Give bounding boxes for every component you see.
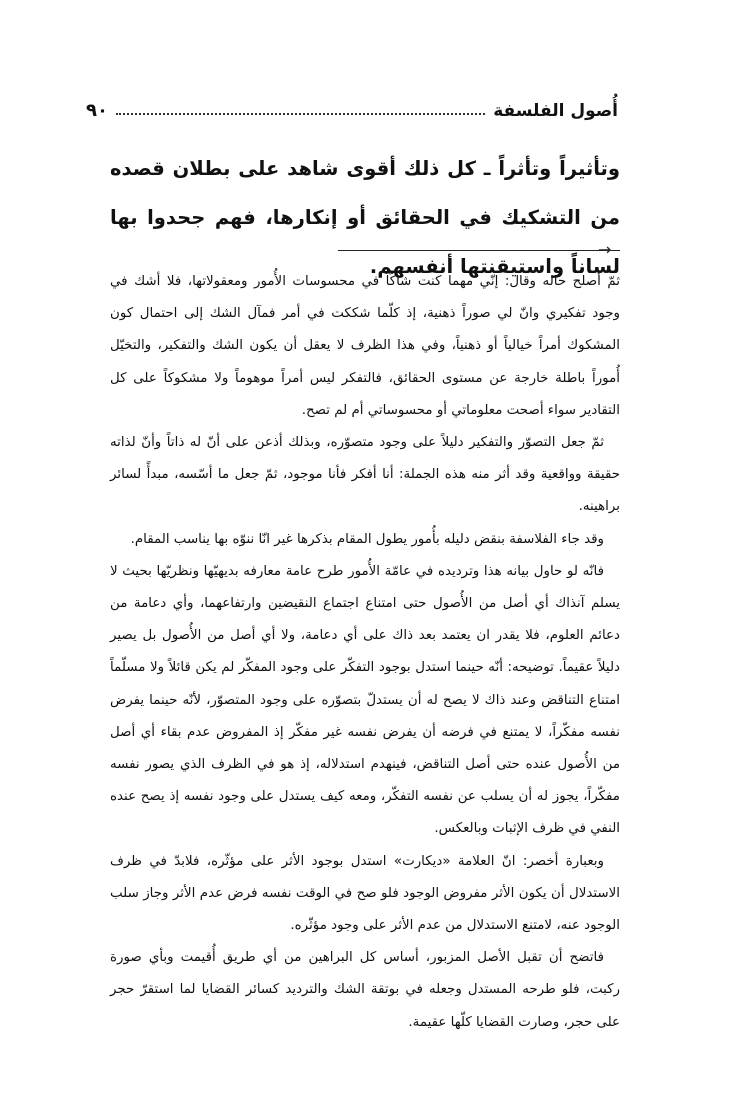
- footnote-paragraph: فاتضح أن تقبل الأصل المزبور، أساس كل البراهين من أي طريق أُقيمت وبأي صورة ركبت، فلو طرحه المستدل وجعله في بوتقة الشك والترديد كسائر القضايا لما استقرّ حجر على حجر، وصارت القضايا كلّها عقيمة.: [110, 950, 620, 1030]
- footnote-separator: [110, 240, 620, 264]
- leader-dots: [116, 113, 485, 115]
- footnote-block: [110, 266, 620, 1039]
- main-paragraph: وتأثيراً وتأثراً ـ كل ذلك أقوى شاهد على بطلان قصده من التشكيك في الحقائق أو إنكارها، فهم جحدوا بها لساناً واستيقنتها أنفسهم.: [110, 157, 620, 278]
- running-header: [86, 95, 618, 121]
- running-title: أُصول الفلسفة: [493, 101, 618, 121]
- page-number: ٩٠: [86, 100, 108, 121]
- footnote-paragraph: وقد جاء الفلاسفة بنقض دليله بأُمور يطول المقام بذكرها غير انّا ننوّه بها يناسب المقام.: [130, 531, 604, 547]
- footnote-paragraph: ثمّ جعل التصوّر والتفكير دليلاً على وجود متصوّره، وبذلك أذعن على أنّ له ذاتاً وأنّ لذاته حقيقة وواقعية وقد أثر منه هذه الجملة: أنا أفكر فأنا موجود، ثمّ جعل ما أسّسه، مبدأً لسائر براهينه.: [110, 435, 620, 515]
- footnote-paragraph: وبعبارة أخصر: انّ العلامة «ديكارت» استدل بوجود الأثر على مؤثّره، فلابدّ في ظرف الاستدلال أن يكون الأثر مفروض الوجود فلو صح في الوقت نفسه فرض عدم الأثر وجاز سلب الوجود عنه، لامتنع الاستدلال من عدم الأثر على وجود مؤثّره.: [110, 853, 620, 934]
- footnote-paragraph: ثمّ أصلح حاله وقال: إنّي مهما كنت شاكّاً في محسوسات الأُمور ومعقولاتها، فلا أشك في وجود تفكيري وانّ لي صوراً ذهنية، إذ كلّما شككت في أمر فمآل الشك إلى احتمال كون المشكوك أمراً خيالياً أو ذهنياً، وفي هذا الظرف لا يعقل أن يكون الشك والتفكير، والتخيّل أُموراً باطلة خارجة عن مستوى الحقائق، فالتفكر ليس أمراً موهوماً ولا مشكوكاً على كل التقادير سواء أصحت معلوماتي أو محسوساتي أم لم تصح.: [110, 274, 620, 418]
- continuation-arrow-icon: →: [598, 240, 612, 259]
- footnote-paragraph: فانّه لو حاول بيانه هذا وترديده في عامّة الأُمور طرح عامة معارفه بديهيّها ونظريّها بحيث لا يسلم آنذاك أي أصل من الأُصول حتى امتناع اجتماع النقيضين وارتفاعهما، وأي دعامة من دعائم العلوم، فلا يقدر ان يعتمد بعد ذاك على أي دعامة، ولا أي أصل من الأُصول بل يصير دليلاً عقيماً. توضيحه: أنّه حينما استدل بوجود التفكّر على وجود المفكّر لم يكن قائلاً ولا مسلّماً امتناع التناقض وعند ذاك لا يصح له أن يستدلّ بتصوّره على وجود المتصوّر، لأنّه حينما يفرض نفسه مفكّراً، لا يمتنع في فرضه أن يفرض نفسه غير مفكّر إذ المفروض عدم بقاء أي أصل من الأُصول عنده حتى أصل التناقض، فينهدم استدلاله، إذ هو في الظرف الذي يصور نفسه مفكّراً، يجوز له أن يسلب عن نفسه التفكّر، ومعه كيف يستدل على وجود نفسه إذ يصح عنده النفي في ظرف الإثبات وبالعكس.: [110, 563, 620, 837]
- separator-line: [338, 250, 620, 251]
